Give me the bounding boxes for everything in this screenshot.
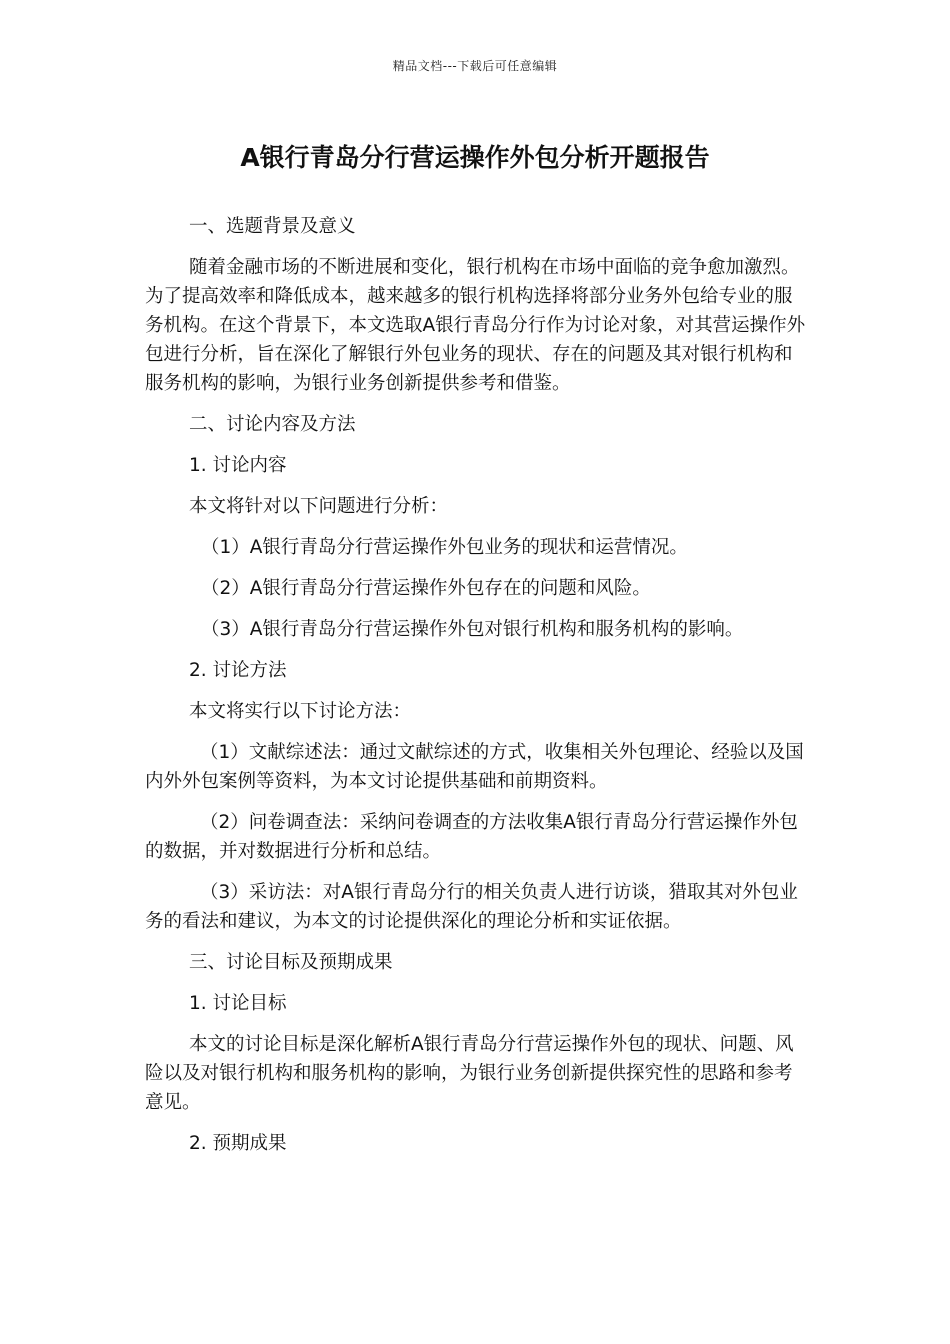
section-heading-background: 一、选题背景及意义 [189,216,356,237]
list-item-question-1: （1）A银行青岛分行营运操作外包业务的现状和运营情况。 [201,537,688,558]
paragraph-content-intro: 本文将针对以下问题进行分析： [189,496,449,517]
subheading-goals: 1. 讨论目标 [189,993,287,1014]
list-item-method-3: （3）采访法：对A银行青岛分行的相关负责人进行访谈，猎取其对外包业务的看法和建议，为本文的讨论提供深化的理论分析和实证依据。 [145,882,798,932]
list-item-method-1: （1）文献综述法：通过文献综述的方式，收集相关外包理论、经验以及国内外外包案例等资料，为本文讨论提供基础和前期资料。 [145,742,804,792]
subheading-expected-results: 2. 预期成果 [189,1133,287,1154]
list-item-question-2: （2）A银行青岛分行营运操作外包存在的问题和风险。 [201,578,651,599]
paragraph-method-intro: 本文将实行以下讨论方法： [189,701,412,722]
document-title: A银行青岛分行营运操作外包分析开题报告 [240,143,710,172]
subheading-method: 2. 讨论方法 [189,660,287,681]
list-item-question-3: （3）A银行青岛分行营运操作外包对银行机构和服务机构的影响。 [201,619,744,640]
paragraph-background: 随着金融市场的不断进展和变化，银行机构在市场中面临的竞争愈加激烈。为了提高效率和降低成本，越来越多的银行机构选择将部分业务外包给专业的服务机构。在这个背景下，本文选取A银行青岛分行作为讨论对象，对其营运操作外包进行分析，旨在深化了解银行外包业务的现状、存在的问题及其对银行机构和服务机构的影响，为银行业务创新提供参考和借鉴。 [145,257,806,394]
section-heading-content-method: 二、讨论内容及方法 [189,414,356,435]
list-item-method-2: （2）问卷调查法：采纳问卷调查的方法收集A银行青岛分行营运操作外包的数据，并对数据进行分析和总结。 [145,812,798,862]
section-heading-goals: 三、讨论目标及预期成果 [189,952,393,973]
subheading-content: 1. 讨论内容 [189,455,287,476]
document-body [145,212,810,1170]
page-header: 精品文档---下载后可任意编辑 [392,59,558,73]
paragraph-goals: 本文的讨论目标是深化解析A银行青岛分行营运操作外包的现状、问题、风险以及对银行机构和服务机构的影响，为银行业务创新提供探究性的思路和参考意见。 [145,1034,794,1113]
